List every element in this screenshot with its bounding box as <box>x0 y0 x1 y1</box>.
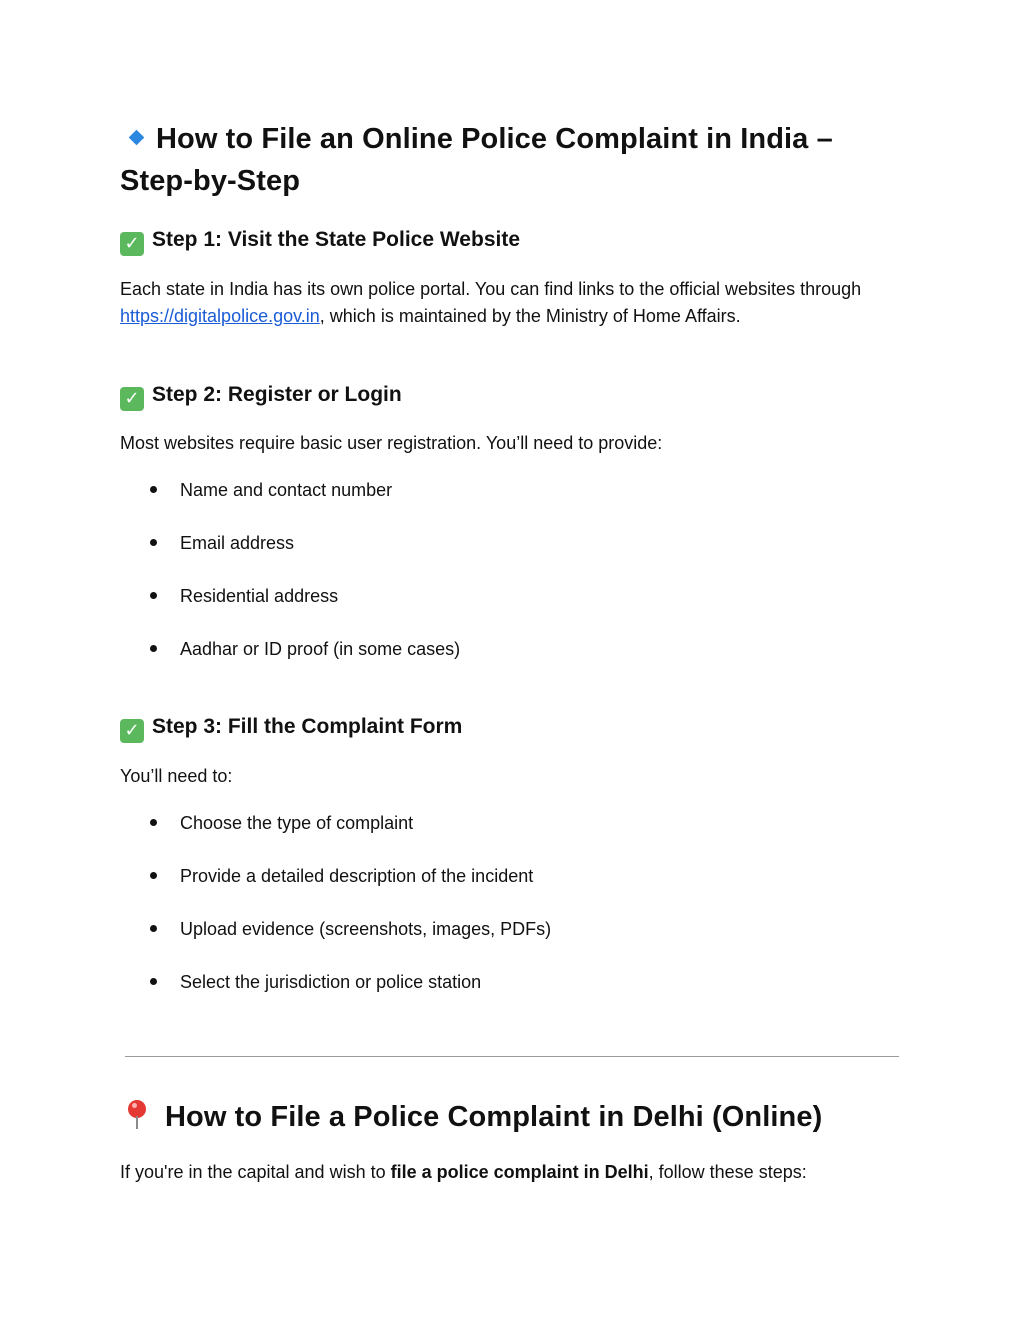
round-pushpin-icon <box>126 1100 148 1130</box>
list-item <box>150 969 481 995</box>
blue-diamond-icon <box>129 130 145 146</box>
list-item <box>150 810 413 836</box>
step-2-heading <box>120 381 402 411</box>
section-2-text-before: If you're in the capital and wish to <box>120 1162 391 1182</box>
step-2-intro: Most websites require basic user registration. You’ll need to provide: <box>120 433 663 453</box>
bullet-icon <box>150 978 157 985</box>
step-3-heading-text: Step 3: Fill the Complaint Form <box>152 715 463 738</box>
list-item <box>150 916 551 942</box>
list-item-text: Upload evidence (screenshots, images, PDFs) <box>180 919 552 939</box>
section-2-title-text: How to File a Police Complaint in Delhi (Online) <box>165 1101 823 1133</box>
step-3-heading <box>120 713 462 743</box>
step-1-paragraph <box>120 276 900 329</box>
list-item-text: Aadhar or ID proof (in some cases) <box>180 639 461 659</box>
list-item <box>150 583 338 609</box>
bullet-icon <box>150 819 157 826</box>
section-title-online-complaint <box>120 118 900 202</box>
list-item <box>150 530 294 556</box>
bullet-icon <box>150 592 157 599</box>
horizontal-divider <box>125 1056 899 1057</box>
digitalpolice-link[interactable]: https://digitalpolice.gov.in <box>120 305 320 326</box>
list-item-text: Choose the type of complaint <box>180 813 414 833</box>
bullet-icon <box>150 872 157 879</box>
bullet-icon <box>150 539 157 546</box>
section-2-text-after: , follow these steps: <box>648 1162 807 1182</box>
list-item-text: Email address <box>180 533 295 553</box>
section-2-text-bold: file a police complaint in Delhi <box>390 1162 649 1182</box>
section-title-delhi-complaint <box>120 1096 900 1138</box>
step-1-heading-text: Step 1: Visit the State Police Website <box>152 228 521 251</box>
bullet-icon <box>150 486 157 493</box>
check-mark-icon: ✓ <box>120 232 144 256</box>
section-2-paragraph <box>120 1159 900 1186</box>
bullet-icon <box>150 645 157 652</box>
step-1-text-after-link: , which is maintained by the Ministry of Home Affairs. <box>319 305 741 326</box>
step-1-heading <box>120 226 520 256</box>
list-item <box>150 636 460 662</box>
check-mark-icon: ✓ <box>120 387 144 411</box>
list-item <box>150 477 392 503</box>
list-item-text: Select the jurisdiction or police station <box>180 972 482 992</box>
list-item-text: Residential address <box>180 586 339 606</box>
list-item-text: Provide a detailed description of the incident <box>180 866 534 886</box>
list-item-text: Name and contact number <box>180 480 393 500</box>
section-title-text: How to File an Online Police Complaint in India – Step-by-Step <box>120 123 833 197</box>
step-3-intro: You’ll need to: <box>120 766 233 786</box>
list-item <box>150 863 533 889</box>
check-mark-icon: ✓ <box>120 719 144 743</box>
step-1-text-before-link: Each state in India has its own police portal. You can find links to the official websites through <box>120 279 862 299</box>
step-2-heading-text: Step 2: Register or Login <box>152 383 402 406</box>
bullet-icon <box>150 925 157 932</box>
